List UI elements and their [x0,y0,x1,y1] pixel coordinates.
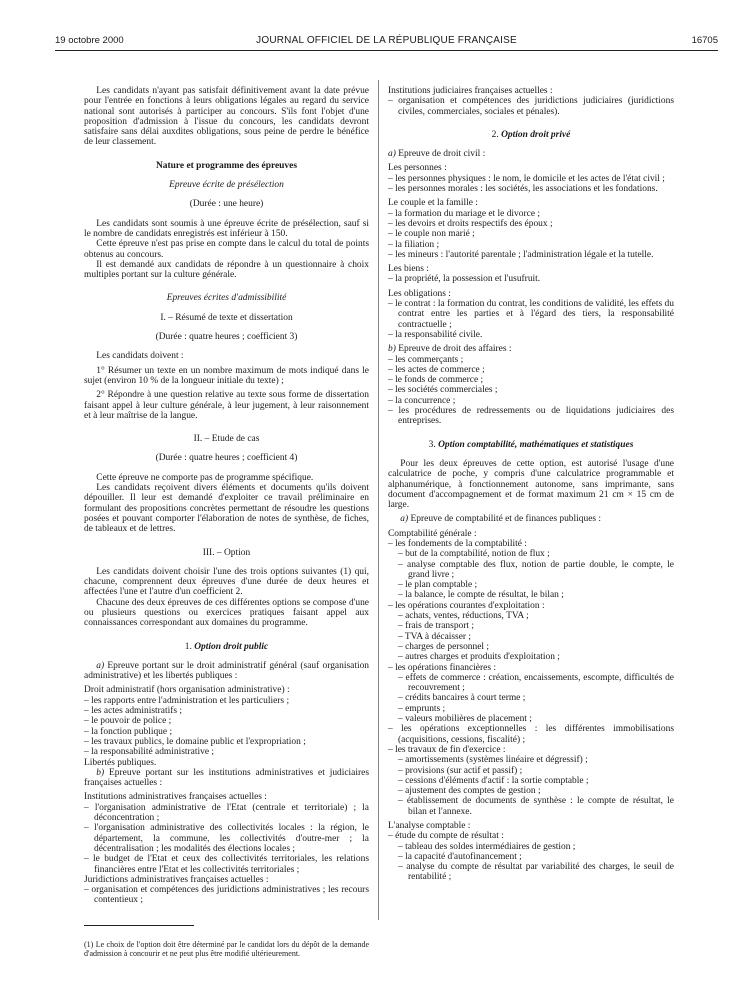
label-a: a) [388,149,396,160]
comptabilite-generale-label: Comptabilité générale : [388,528,477,539]
obligations-list [388,299,674,340]
list-item: – organisation et compétences des juridictions judiciaires (juridictions civiles, commerciales, sociales et pénales). [388,96,674,117]
juridictions-list [84,885,369,906]
section-3-heading: III. – Option [202,547,251,558]
option-2-title: Option droit privé [501,129,571,140]
section-1-heading: I. – Résumé de texte et dissertation [160,312,293,323]
label-b: b) [96,767,105,778]
header-date: 19 octobre 2000 [55,35,124,46]
list-item: – l'organisation administrative de l'Etat (centrale et territoriale) ; la déconcentration ; [84,802,369,824]
affaires-list [388,355,674,427]
option-1-title: Option droit public [194,641,269,652]
label-b: b) [388,344,396,355]
option-2-a-text: Epreuve de droit civil : [398,149,486,160]
list-item: – analyse du compte de résultat par variabilité des charges, le seuil de rentabilité ; [398,862,674,883]
section-2-paragraph: Cette épreuve ne comporte pas de programme spécifique. [96,472,314,483]
list-item: – les devoirs et droits respectifs des époux ; [388,218,553,229]
list-item: – la propriété, la possession et l'usufruit. [388,274,541,285]
page-header [55,35,718,51]
operations-courantes-list [388,611,674,662]
list-item: – les mineurs : l'autorité parentale ; l'administration légale et la tutelle. [388,249,654,260]
droit-administratif-label: Droit administratif (hors organisation administrative) : [84,685,290,696]
preselection-paragraph: Les candidats sont soumis à une épreuve écrite de présélection, sauf si le nombre de candidats enregistrés est inférieur à 150. [84,218,369,239]
option-3-heading [388,440,674,450]
list-item: – but de la comptabilité, notion de flux ; [398,549,550,560]
option-2-number: 2. [491,129,499,140]
option-3-title: Option comptabilité, mathématiques et statistiques [438,439,634,450]
analyse-comptable-label: L'analyse comptable : [388,821,471,831]
institutions-list [84,803,369,875]
list-item: – cessions d'éléments d'actif : la sortie comptable ; [398,775,589,786]
list-item: – crédits bancaires à court terme ; [398,693,526,704]
list-item: – le fonds de commerce ; [388,375,484,386]
list-item: – organisation et compétences des juridictions administratives ; les recours contentieux ; [84,885,369,906]
option-2-a-paragraph [388,149,674,159]
list-item: – les sociétés commerciales ; [388,385,498,396]
list-item: – effets de commerce : création, encaissements, escompte, difficultés de recouvrement ; [398,672,674,694]
intro-paragraph: Les candidats n'ayant pas satisfait définitivement avant la date prévue pour l'entrée en fonctions à leurs obligations légales au regard du service national sont autorisés à participer au concours. S'ils font l'objet d'une proposition d'admission à l'issue du concours, les candidats devront satisfaire sans délai auxdites obligations, sous peine de perdre le bénéfice de leur classement. [84,86,369,148]
footnote-rule [84,925,194,926]
section-2-duration: (Durée : quatre heures ; coefficient 4) [155,453,298,464]
list-item: – amortissements (systèmes linéaire et dégressif) ; [398,755,588,766]
list-item: – provisions (sur actif et passif) ; [398,765,523,776]
biens-list [388,274,674,284]
list-item: – la capacité d'autofinancement ; [398,851,522,862]
list-item: – analyse comptable des flux, notion de partie double, le compte, le grand livre ; [398,559,674,580]
column-divider [378,80,379,920]
preselection-paragraph: Cette épreuve n'est pas prise en compte dans le calcul du total de points obtenus au concours. [84,239,369,260]
couple-list [388,209,674,260]
left-column [84,86,369,906]
list-item: – les commerçants ; [388,354,464,365]
list-item: – charges de personnel ; [398,641,490,652]
list-item: – tableau des soldes intermédiaires de gestion ; [398,841,576,852]
option-3-number: 3. [428,439,436,450]
etude-label: – étude du compte de résultat : [388,831,504,842]
option-2-b-text: Epreuve de droit des affaires : [398,344,512,355]
option-2-b-paragraph [388,344,674,354]
list-item: – le pouvoir de police ; [84,716,172,727]
list-item: – la concurrence ; [388,395,456,406]
header-page-number: 16705 [691,35,718,46]
list-item: – les procédures de redressements ou de liquidations judiciaires des entreprises. [388,406,674,427]
list-item: – les actes administratifs ; [84,706,183,717]
list-item: – les travaux publics, le domaine public et l'expropriation ; [84,736,306,747]
admin-list [84,696,369,758]
option-1-a-text: Epreuve portant sur le droit administratif général (sauf organisation administrative) et les libertés publiques : [84,660,370,682]
list-item: – la responsabilité administrative ; [84,747,214,758]
preselection-paragraph: Il est demandé aux candidats de répondre à un questionnaire à choix multiples portant sur la culture générale. [84,259,369,281]
admissibility-heading: Epreuves écrites d'admissibilité [166,293,287,304]
nature-heading: Nature et programme des épreuves [155,160,297,171]
section-3-paragraph: Les candidats doivent choisir l'une des trois options suivantes (1) qui, chacune, comprennent deux épreuves d'une durée de deux heures et affectées l'une et l'autre d'un coefficient 2. [84,566,369,598]
label-a: a) [96,660,105,671]
list-item: – la formation du mariage et le divorce ; [388,208,540,219]
list-item: – ajustement des comptes de gestion ; [398,786,541,797]
list-item: – frais de transport ; [398,621,475,632]
operations-financieres-list [388,673,674,724]
list-item: – l'organisation administrative des collectivités locales : la région, le département, la commune, les collectivités d'outre-mer ; la décentralisation ; les modalités des élections locales ; [84,823,369,854]
option-3-a-text: Epreuve de comptabilité et de finances publiques : [410,514,602,525]
list-item: – le couple non marié ; [388,229,475,240]
etude-list [388,842,674,883]
institutions-administratives-label: Institutions administratives françaises actuelles : [84,792,267,803]
list-item: – la balance, le compte de résultat, le bilan ; [398,590,564,601]
list-item: – le budget de l'Etat et ceux des collectivités territoriales, les relations financières entre l'Etat et les collectivités territoriales ; [84,854,369,875]
section-1-duration: (Durée : quatre heures ; coefficient 3) [155,332,298,343]
list-item: – la fonction publique ; [84,726,173,737]
section-1-paragraph: 2° Répondre à une question relative au texte sous forme de dissertation faisant appel à leur culture générale, à leur jugement, à leur raisonnement et à leur maîtrise de la langue. [84,390,369,421]
list-item: – TVA à décaisser ; [398,631,472,642]
institutions-judiciaires-list [388,96,674,117]
list-item: – les actes de commerce ; [388,364,485,375]
operations-financieres-label: – les opérations financières : [388,662,496,673]
header-rule [55,50,718,51]
section-1-paragraph: Les candidats doivent : [96,351,184,362]
list-item: – la responsabilité civile. [388,329,483,340]
operations-courantes-label: – les opérations courantes d'exploitation : [388,600,545,611]
list-item: – achats, ventes, réductions, TVA ; [398,611,529,622]
label-a: a) [400,514,409,525]
preselection-heading: Epreuve écrite de présélection [169,180,284,191]
header-journal-title: JOURNAL OFFICIEL DE LA RÉPUBLIQUE FRANÇAISE [256,35,517,46]
option-1-b-text: Epreuve portant sur les institutions administratives et judiciaires françaises actuelles : [84,767,369,789]
institutions-judiciaires-label: Institutions judiciaires françaises actuelles : [388,86,553,96]
personnes-label: Les personnes : [388,163,447,174]
fondements-list [388,549,674,600]
option-1-number: 1. [184,641,192,652]
section-2-paragraph: Les candidats reçoivent divers éléments et documents qu'ils doivent dépouiller. Il leur est demandé d'exploiter ce travail préliminaire en formulant des propositions concrètes permettant de résoudre les questions posées et pouvant comporter l'élaboration de notes de synthèse, de fiches, de tableaux et de lettres. [84,483,369,535]
footnote: (1) Le choix de l'option doit être déterminé par le candidat lors du dépôt de la demande d'admission à concourir et ne peut plus être modifié ultérieurement. [84,940,369,958]
travaux-list [388,755,674,817]
list-item: – les personnes physiques : le nom, le domicile et les actes de l'état civil ; [388,173,665,184]
option-1-a-paragraph [84,661,369,682]
list-item: – les rapports entre l'administration et les particuliers ; [84,695,290,706]
travaux-label: – les travaux de fin d'exercice : [388,744,506,755]
option-1-b-paragraph [84,768,369,789]
list-item: – emprunts ; [398,703,446,714]
obligations-label: Les obligations : [388,288,451,299]
option-3-intro: Pour les deux épreuves de cette option, est autorisé l'usage d'une calculatrice de poche, y compris d'une calculatrice programmable et alphanumérique, à fonctionnement autonome, sans imprimante, sans document d'accompagnement et de format maximum 21 cm × 15 cm de large. [388,458,674,511]
biens-label: Les biens : [388,264,429,275]
list-item: – autres charges et produits d'exploitation ; [398,652,560,663]
preselection-duration: (Durée : une heure) [189,199,264,210]
section-1-paragraph: 1° Résumer un texte en un nombre maximum de mots indiqué dans le sujet (environ 10 % de la longueur initiale du texte) ; [84,365,369,386]
option-3-a-paragraph [388,514,674,524]
list-item: – le contrat : la formation du contrat, les conditions de validité, les effets du contrat entre les parties et à l'égard des tiers, la responsabilité contractuelle ; [388,299,674,330]
section-2-heading: II. – Etude de cas [193,434,260,445]
couple-label: Le couple et la famille : [388,198,478,209]
list-item: – la filiation ; [388,239,440,250]
personnes-list [388,174,674,195]
juridictions-administratives-label: Juridictions administratives françaises actuelles : [84,874,269,885]
option-1-heading [84,642,369,652]
list-item: – les personnes morales : les sociétés, les associations et les fondations. [388,184,658,195]
operations-exceptionnelles-item: – les opérations exceptionnelles : les différentes immobilisations (acquisitions, cessions, fiscalité) ; [388,724,674,745]
libertes-label: Libertés publiques. [84,757,157,768]
list-item: – le plan comptable ; [398,580,478,591]
right-column [388,86,674,883]
fondements-label: – les fondements de la comptabilité : [388,538,527,549]
option-2-heading [388,130,674,140]
section-3-paragraph: Chacune des deux épreuves de ces différentes options se compose d'une ou plusieurs questions ou exercices pratiques faisant appel aux connaissances correspondant aux domaines du programme. [84,597,369,629]
list-item: – établissement de documents de synthèse : le compte de résultat, le bilan et l'annexe. [398,796,674,817]
list-item: – valeurs mobilières de placement ; [398,714,532,725]
